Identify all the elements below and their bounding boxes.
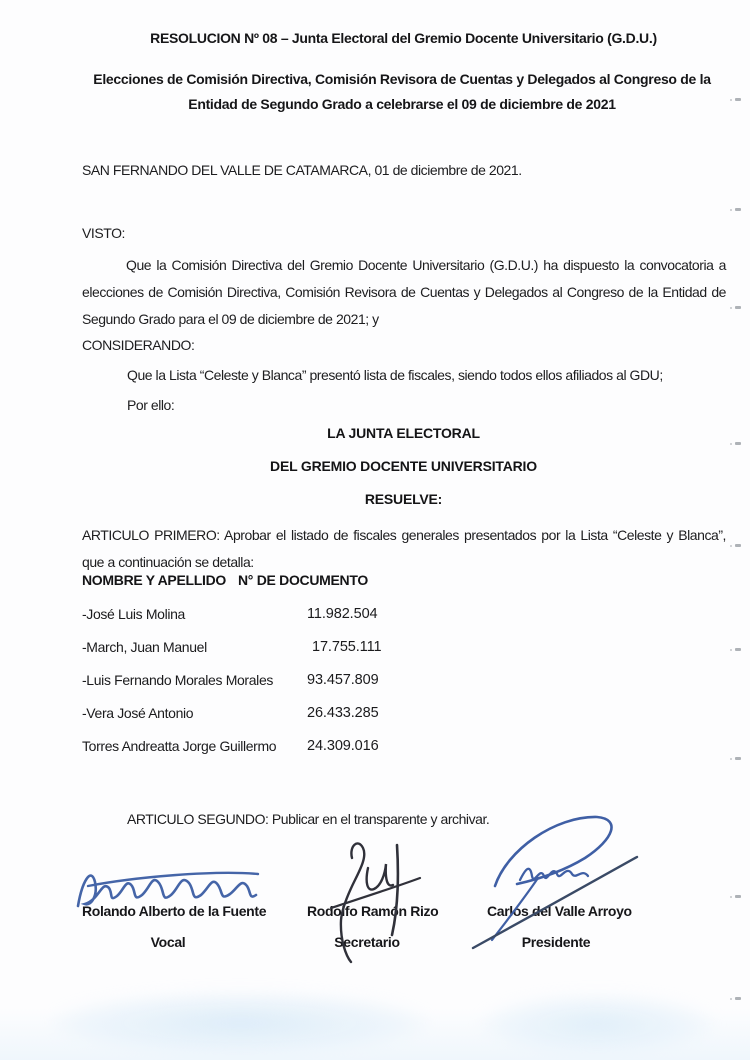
fiscales-table-header: [82, 572, 368, 588]
scan-artifact-mark: [735, 98, 741, 101]
signature-stroke-presidente-loop: [495, 817, 612, 886]
signature-name-secretario: Rodolfo Ramón Rizo: [307, 903, 439, 919]
document-title: RESOLUCION Nº 08 – Junta Electoral del Gremio Docente Universitario (G.D.U.): [150, 30, 657, 46]
por-ello-line: Por ello:: [127, 397, 175, 413]
considerando-label: CONSIDERANDO:: [82, 337, 195, 353]
heading-resuelve: RESUELVE:: [364, 491, 443, 507]
scan-artifact-mark: [735, 208, 741, 211]
table-row: [82, 705, 502, 738]
fiscal-name: -March, Juan Manuel: [82, 639, 207, 655]
heading-junta-electoral: LA JUNTA ELECTORAL: [327, 425, 480, 441]
signature-stroke-secretario-u: [367, 864, 393, 890]
signature-stroke-vocal-flourish: [88, 873, 258, 886]
table-header-nombre: NOMBRE Y APELLIDO: [82, 572, 226, 588]
fiscal-document-number: 26.433.285: [307, 705, 379, 721]
signature-stroke-presidente-tail: [492, 878, 538, 940]
fiscal-document-number: 17.755.111: [312, 639, 382, 655]
fiscal-name: -Vera José Antonio: [82, 705, 194, 721]
fiscales-table: [82, 606, 502, 771]
considerando-paragraph: Que la Lista “Celeste y Blanca” presentó lista de fiscales, siendo todos ellos afiliados al GDU;: [127, 367, 663, 383]
scan-artifact-mark: [735, 306, 741, 309]
fiscal-document-number: 93.457.809: [307, 672, 379, 688]
scan-bleedthrough-strip: [0, 1008, 750, 1060]
signature-stroke-secretario-vertical: [392, 845, 398, 935]
fiscal-document-number: 11.982.504: [307, 606, 378, 622]
handwritten-signatures-ink: [55, 808, 655, 973]
table-row: [82, 672, 502, 705]
scan-artifact-mark: [735, 997, 741, 1000]
fiscal-name: -Luis Fernando Morales Morales: [82, 672, 274, 688]
signature-ink-svg: [55, 808, 655, 973]
signature-role-secretario: Secretario: [334, 934, 400, 950]
table-row: [82, 606, 502, 639]
scan-bleedthrough-smudge: [480, 994, 715, 1054]
fiscal-name: Torres Andreatta Jorge Guillermo: [82, 738, 277, 754]
dateline: SAN FERNANDO DEL VALLE DE CATAMARCA, 01 de diciembre de 2021.: [82, 162, 522, 178]
scan-artifact-mark: [735, 648, 741, 651]
signature-role-presidente: Presidente: [521, 934, 591, 950]
signature-name-vocal: Rolando Alberto de la Fuente: [82, 903, 267, 919]
scan-artifact-mark: [735, 895, 741, 898]
fiscal-document-number: 24.309.016: [307, 738, 379, 754]
visto-label: VISTO:: [82, 225, 125, 241]
fiscal-name: -José Luis Molina: [82, 606, 185, 622]
signature-stroke-secretario-sweep: [331, 878, 420, 908]
table-header-documento: N° DE DOCUMENTO: [238, 572, 368, 588]
table-row: [82, 639, 502, 672]
visto-paragraph: Que la Comisión Directiva del Gremio Docente Universitario (G.D.U.) ha dispuesto la convocatoria a elecciones de Comisión Directiva, Comisión Revisora de Cuentas y Delegados al Congreso de la Entidad de Segundo Grado para el 09 de diciembre de 2021; y: [82, 257, 726, 327]
table-row: [82, 738, 502, 771]
scan-artifact-mark: [735, 442, 741, 445]
scan-artifact-mark: [735, 544, 741, 547]
signature-role-vocal: Vocal: [150, 934, 186, 950]
articulo-primero-paragraph: ARTICULO PRIMERO: Aprobar el listado de fiscales generales presentados por la Lista “Celeste y Blanca”, que a continuación se detalla:: [82, 527, 726, 570]
articulo-segundo-paragraph: ARTICULO SEGUNDO: Publicar en el transparente y archivar.: [127, 811, 490, 827]
document-subtitle: Elecciones de Comisión Directiva, Comisión Revisora de Cuentas y Delegados al Congreso de la Entidad de Segundo Grado a celebrarse el 09 de diciembre de 2021: [93, 71, 711, 112]
signature-stroke-vocal-cursive: [78, 876, 256, 906]
signature-name-presidente: Carlos del Valle Arroyo: [487, 903, 632, 919]
scan-bleedthrough-smudge: [50, 992, 430, 1054]
scan-artifact-mark: [735, 757, 741, 760]
heading-gremio-docente: DEL GREMIO DOCENTE UNIVERSITARIO: [270, 458, 537, 474]
